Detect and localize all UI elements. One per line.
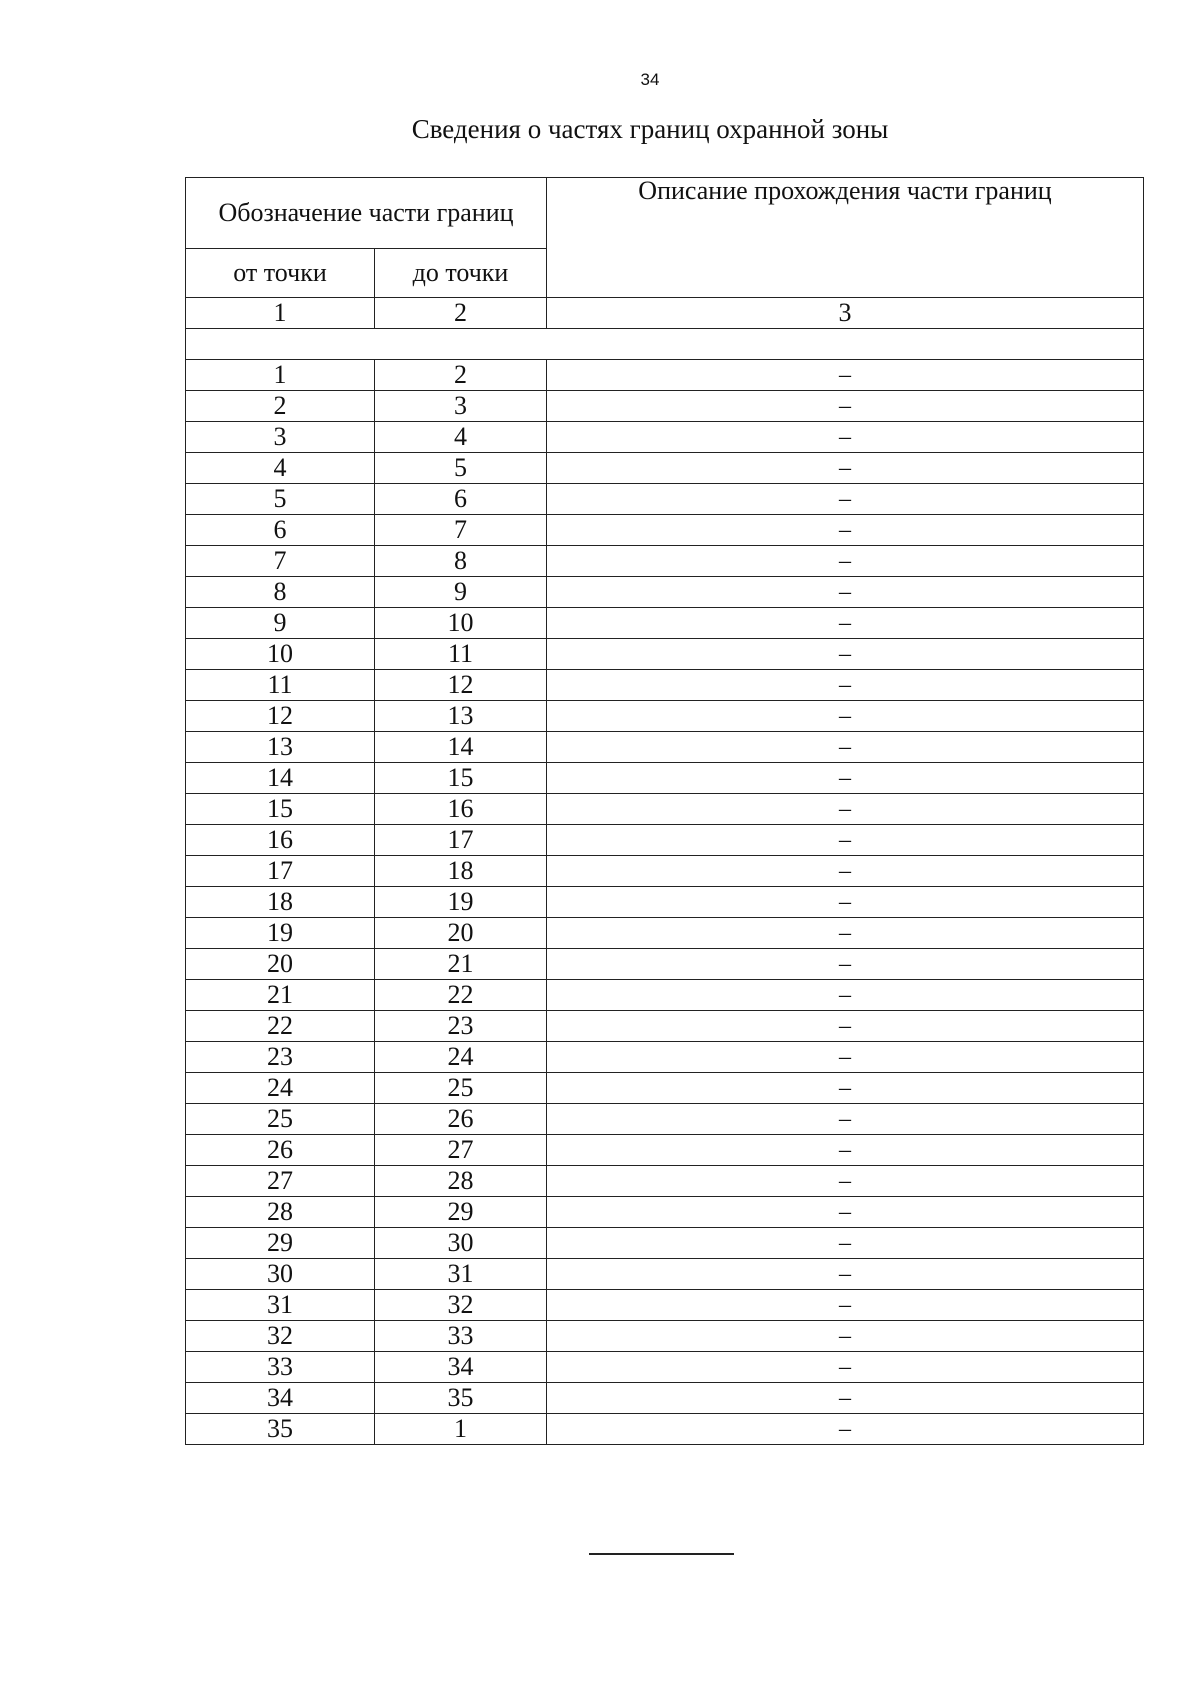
from-point-cell: 23 — [186, 1042, 375, 1073]
blank-cell — [186, 329, 1144, 360]
to-point-cell: 25 — [375, 1073, 547, 1104]
description-cell: – — [547, 1259, 1144, 1290]
header-designation: Обозначение части границ — [186, 178, 547, 249]
table-row — [186, 887, 1144, 918]
from-point-cell: 13 — [186, 732, 375, 763]
description-cell: – — [547, 1011, 1144, 1042]
to-point-cell: 31 — [375, 1259, 547, 1290]
table-header-row — [186, 178, 1144, 249]
to-point-cell: 13 — [375, 701, 547, 732]
to-point-cell: 2 — [375, 360, 547, 391]
from-point-cell: 33 — [186, 1352, 375, 1383]
to-point-cell: 1 — [375, 1414, 547, 1445]
to-point-cell: 27 — [375, 1135, 547, 1166]
header-from-point: от точки — [186, 249, 375, 298]
table-row — [186, 825, 1144, 856]
description-cell: – — [547, 608, 1144, 639]
table-row — [186, 1321, 1144, 1352]
from-point-cell: 35 — [186, 1414, 375, 1445]
description-cell: – — [547, 980, 1144, 1011]
from-point-cell: 15 — [186, 794, 375, 825]
from-point-cell: 27 — [186, 1166, 375, 1197]
table-row — [186, 1135, 1144, 1166]
from-point-cell: 20 — [186, 949, 375, 980]
from-point-cell: 3 — [186, 422, 375, 453]
table-row — [186, 453, 1144, 484]
table-row — [186, 1383, 1144, 1414]
table-row — [186, 422, 1144, 453]
to-point-cell: 26 — [375, 1104, 547, 1135]
description-cell: – — [547, 1321, 1144, 1352]
from-point-cell: 4 — [186, 453, 375, 484]
description-cell: – — [547, 825, 1144, 856]
table-row — [186, 949, 1144, 980]
from-point-cell: 30 — [186, 1259, 375, 1290]
table-row — [186, 1228, 1144, 1259]
table-row — [186, 391, 1144, 422]
to-point-cell: 17 — [375, 825, 547, 856]
description-cell: – — [547, 1352, 1144, 1383]
from-point-cell: 11 — [186, 670, 375, 701]
column-number-2: 2 — [375, 298, 547, 329]
description-cell: – — [547, 1135, 1144, 1166]
table-row — [186, 701, 1144, 732]
table-row — [186, 1197, 1144, 1228]
description-cell: – — [547, 856, 1144, 887]
from-point-cell: 5 — [186, 484, 375, 515]
table-row — [186, 1104, 1144, 1135]
from-point-cell: 19 — [186, 918, 375, 949]
description-cell: – — [547, 794, 1144, 825]
table-row — [186, 732, 1144, 763]
to-point-cell: 9 — [375, 577, 547, 608]
to-point-cell: 8 — [375, 546, 547, 577]
to-point-cell: 12 — [375, 670, 547, 701]
table-row — [186, 763, 1144, 794]
to-point-cell: 15 — [375, 763, 547, 794]
table-row — [186, 1166, 1144, 1197]
boundary-parts-table — [185, 177, 1144, 1445]
from-point-cell: 7 — [186, 546, 375, 577]
to-point-cell: 22 — [375, 980, 547, 1011]
description-cell: – — [547, 577, 1144, 608]
from-point-cell: 6 — [186, 515, 375, 546]
document-title: Сведения о частях границ охранной зоны — [411, 114, 889, 144]
column-number-row — [186, 298, 1144, 329]
table-row — [186, 918, 1144, 949]
to-point-cell: 16 — [375, 794, 547, 825]
description-cell: – — [547, 887, 1144, 918]
description-cell: – — [547, 1383, 1144, 1414]
to-point-cell: 30 — [375, 1228, 547, 1259]
to-point-cell: 33 — [375, 1321, 547, 1352]
to-point-cell: 14 — [375, 732, 547, 763]
blank-row — [186, 329, 1144, 360]
description-cell: – — [547, 453, 1144, 484]
from-point-cell: 2 — [186, 391, 375, 422]
from-point-cell: 9 — [186, 608, 375, 639]
table-row — [186, 1290, 1144, 1321]
from-point-cell: 18 — [186, 887, 375, 918]
description-cell: – — [547, 918, 1144, 949]
to-point-cell: 28 — [375, 1166, 547, 1197]
from-point-cell: 17 — [186, 856, 375, 887]
table-row — [186, 980, 1144, 1011]
description-cell: – — [547, 763, 1144, 794]
table-row — [186, 608, 1144, 639]
to-point-cell: 32 — [375, 1290, 547, 1321]
from-point-cell: 28 — [186, 1197, 375, 1228]
description-cell: – — [547, 1197, 1144, 1228]
from-point-cell: 16 — [186, 825, 375, 856]
column-number-3: 3 — [547, 298, 1144, 329]
table-row — [186, 1352, 1144, 1383]
table-row — [186, 1259, 1144, 1290]
header-to-point: до точки — [375, 249, 547, 298]
table-row — [186, 794, 1144, 825]
to-point-cell: 11 — [375, 639, 547, 670]
description-cell: – — [547, 639, 1144, 670]
to-point-cell: 19 — [375, 887, 547, 918]
to-point-cell: 18 — [375, 856, 547, 887]
to-point-cell: 23 — [375, 1011, 547, 1042]
from-point-cell: 10 — [186, 639, 375, 670]
from-point-cell: 14 — [186, 763, 375, 794]
description-cell: – — [547, 1414, 1144, 1445]
to-point-cell: 4 — [375, 422, 547, 453]
description-cell: – — [547, 1290, 1144, 1321]
from-point-cell: 22 — [186, 1011, 375, 1042]
from-point-cell: 32 — [186, 1321, 375, 1352]
table-row — [186, 360, 1144, 391]
table-row — [186, 856, 1144, 887]
description-cell: – — [547, 422, 1144, 453]
description-cell: – — [547, 360, 1144, 391]
description-cell: – — [547, 546, 1144, 577]
table-row — [186, 639, 1144, 670]
from-point-cell: 1 — [186, 360, 375, 391]
to-point-cell: 24 — [375, 1042, 547, 1073]
table-row — [186, 484, 1144, 515]
description-cell: – — [547, 670, 1144, 701]
table-row — [186, 1414, 1144, 1445]
from-point-cell: 8 — [186, 577, 375, 608]
column-number-1: 1 — [186, 298, 375, 329]
table-row — [186, 1073, 1144, 1104]
from-point-cell: 25 — [186, 1104, 375, 1135]
page-number: 34 — [640, 70, 660, 89]
to-point-cell: 21 — [375, 949, 547, 980]
table-row — [186, 577, 1144, 608]
description-cell: – — [547, 701, 1144, 732]
table-row — [186, 670, 1144, 701]
table-row — [186, 515, 1144, 546]
from-point-cell: 12 — [186, 701, 375, 732]
table-row — [186, 1011, 1144, 1042]
to-point-cell: 29 — [375, 1197, 547, 1228]
from-point-cell: 29 — [186, 1228, 375, 1259]
description-cell: – — [547, 1166, 1144, 1197]
from-point-cell: 24 — [186, 1073, 375, 1104]
to-point-cell: 7 — [375, 515, 547, 546]
table-row — [186, 1042, 1144, 1073]
table-row — [186, 546, 1144, 577]
description-cell: – — [547, 391, 1144, 422]
to-point-cell: 10 — [375, 608, 547, 639]
from-point-cell: 21 — [186, 980, 375, 1011]
description-cell: – — [547, 732, 1144, 763]
from-point-cell: 26 — [186, 1135, 375, 1166]
from-point-cell: 31 — [186, 1290, 375, 1321]
description-cell: – — [547, 1042, 1144, 1073]
description-cell: – — [547, 949, 1144, 980]
to-point-cell: 5 — [375, 453, 547, 484]
to-point-cell: 20 — [375, 918, 547, 949]
description-cell: – — [547, 1104, 1144, 1135]
description-cell: – — [547, 515, 1144, 546]
description-cell: – — [547, 484, 1144, 515]
to-point-cell: 3 — [375, 391, 547, 422]
description-cell: – — [547, 1073, 1144, 1104]
end-divider-line — [589, 1553, 734, 1555]
description-cell: – — [547, 1228, 1144, 1259]
to-point-cell: 35 — [375, 1383, 547, 1414]
to-point-cell: 34 — [375, 1352, 547, 1383]
from-point-cell: 34 — [186, 1383, 375, 1414]
header-description: Описание прохождения части границ — [547, 178, 1144, 298]
to-point-cell: 6 — [375, 484, 547, 515]
